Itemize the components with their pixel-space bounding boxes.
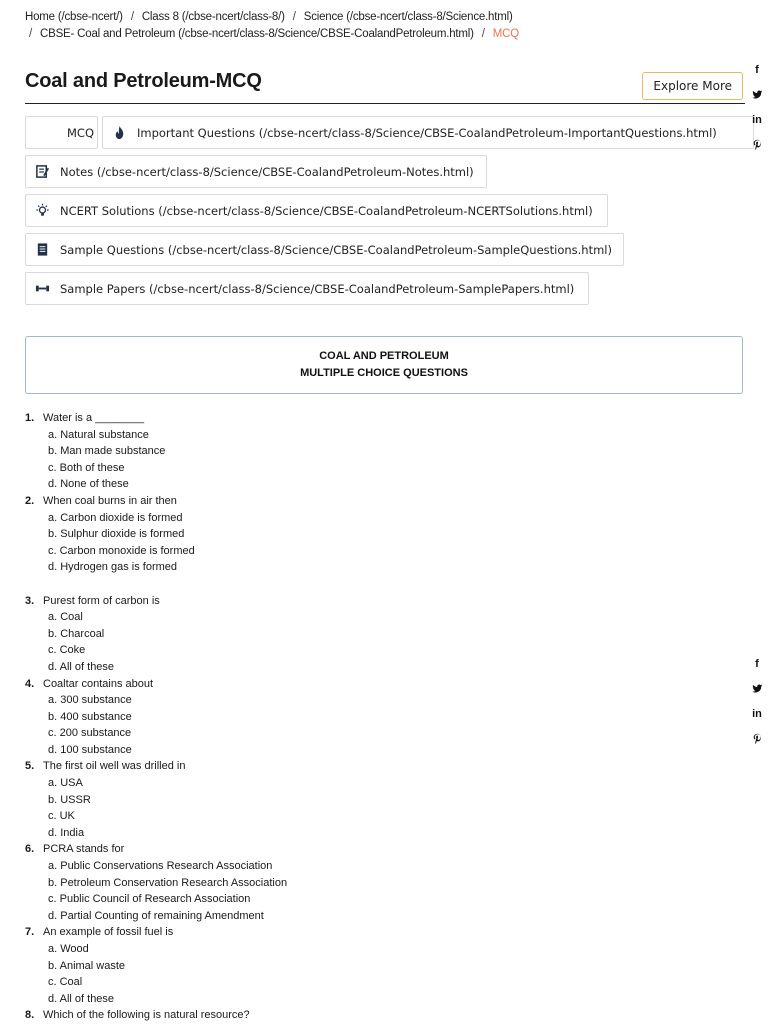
option-item: c. Carbon monoxide is formed [48,544,195,557]
option-item: c. UK [48,810,75,823]
option-item: b. Sulphur dioxide is formed [48,528,185,541]
lightbulb-icon [33,202,51,220]
option-item: c. 200 substance [48,727,132,740]
option-item: d. All of these [48,660,115,673]
option-list [25,427,743,493]
spacer [25,576,743,593]
breadcrumb-class-8[interactable]: Class 8 (/cbse-ncert/class-8/) [141,11,285,23]
option-item: a. 300 substance [48,694,132,707]
option-item: d. India [48,826,85,839]
title-row [25,68,745,104]
option-item: a. Carbon dioxide is formed [48,511,183,524]
tab-label: MCQ [67,125,95,140]
tab-notes[interactable] [25,155,487,188]
question-item [25,593,743,676]
question-number: 3. [25,594,35,607]
question-number: 7. [25,926,35,939]
blank-icon [40,124,58,142]
twitter-icon[interactable] [752,82,763,107]
option-item: b. Animal waste [48,959,126,972]
tab-label: Important Questions (/cbse-ncert/class-8/Science/CBSE-CoalandPetroleum-ImportantQuestions.html) [137,125,717,140]
option-item: d. Hydrogen gas is formed [48,561,178,574]
breadcrumb-science[interactable]: Science (/cbse-ncert/class-8/Science.html) [303,11,513,23]
option-item: d. 100 substance [48,743,132,756]
tab-label: Notes (/cbse-ncert/class-8/Science/CBSE-CoalandPetroleum-Notes.html) [60,164,474,179]
option-item: a. Coal [48,611,83,624]
option-list [25,858,743,924]
tab-ncert-solutions[interactable] [25,194,608,227]
question-number: 2. [25,494,35,507]
option-list [25,775,743,841]
tab-important-questions[interactable] [102,116,754,149]
question-text: Water is a ________ [43,412,145,424]
mcq-header-box [25,336,743,394]
question-item [25,841,743,924]
tab-label: Sample Papers (/cbse-ncert/class-8/Science/CBSE-CoalandPetroleum-SamplePapers.html) [60,281,575,296]
question-number: 1. [25,412,35,424]
breadcrumb-separator: / [292,11,296,23]
question-text: The first oil well was drilled in [43,760,186,773]
question-text: When coal burns in air then [43,494,177,507]
breadcrumb-current: MCQ [492,27,519,40]
facebook-icon[interactable]: f [755,63,759,76]
option-item: b. Petroleum Conservation Research Association [48,876,288,889]
linkedin-icon[interactable]: in [752,113,762,126]
pinterest-icon[interactable] [752,132,763,157]
option-item: d. Partial Counting of remaining Amendment [48,909,264,922]
question-number: 8. [25,1009,35,1022]
tab-mcq[interactable] [25,116,98,149]
pinterest-icon[interactable] [752,726,763,751]
question-text: An example of fossil fuel is [43,926,174,939]
facebook-icon[interactable]: f [755,657,759,670]
option-list [25,510,743,576]
option-item: d. None of these [48,478,129,491]
explore-more-button[interactable]: Explore More [642,72,743,100]
option-item: b. Man made substance [48,445,166,458]
social-share-top [746,57,768,157]
question-list [25,410,743,1024]
option-item: c. Public Council of Research Association [48,893,251,906]
header-subtitle: MULTIPLE CHOICE QUESTIONS [300,367,468,379]
tab-sample-papers[interactable] [25,272,589,305]
breadcrumb-chapter[interactable]: CBSE- Coal and Petroleum (/cbse-ncert/class-8/Science/CBSE-CoalandPetroleum.html) [40,27,474,40]
tab-label: NCERT Solutions (/cbse-ncert/class-8/Science/CBSE-CoalandPetroleum-NCERTSolutions.html) [60,203,593,218]
option-list [25,609,743,675]
option-list [25,941,743,1007]
option-list [25,692,743,758]
question-text: Coaltar contains about [43,677,154,690]
breadcrumb-home[interactable]: Home (/cbse-ncert/) [25,11,123,23]
option-item: c. Both of these [48,461,125,474]
fire-icon [110,124,128,142]
question-item [25,410,743,493]
question-item [25,493,743,593]
tab-sample-questions[interactable] [25,233,624,266]
option-item: b. Charcoal [48,627,105,640]
option-item: c. Coal [48,976,83,989]
option-item: a. Natural substance [48,428,149,441]
question-text: Purest form of carbon is [43,594,160,607]
option-item: b. USSR [48,793,91,806]
question-number: 4. [25,677,35,690]
question-number: 6. [25,843,35,856]
breadcrumb-separator: / [130,11,134,23]
question-item [25,758,743,841]
tab-label: Sample Questions (/cbse-ncert/class-8/Science/CBSE-CoalandPetroleum-SampleQuestions.html) [60,242,612,257]
header-title: COAL AND PETROLEUM [319,350,449,362]
breadcrumb-separator: / [481,27,485,40]
dumbbell-icon [33,280,51,298]
document-icon [33,241,51,259]
option-item: c. Coke [48,644,86,657]
linkedin-icon[interactable]: in [752,707,762,720]
option-item: a. Public Conservations Research Association [48,860,273,873]
option-item: a. USA [48,777,83,790]
option-item: a. Wood [48,943,89,955]
notes-icon [33,163,51,181]
question-item [25,1007,743,1024]
twitter-icon[interactable] [752,676,763,701]
option-item: d. All of these [48,992,115,1005]
option-item: b. 400 substance [48,710,132,723]
question-text: PCRA stands for [43,843,125,856]
breadcrumb [25,9,743,42]
question-item [25,676,743,759]
question-number: 5. [25,760,35,773]
question-text: Which of the following is natural resource? [43,1009,250,1022]
social-share-middle [746,651,768,751]
page-title: Coal and Petroleum-MCQ [25,70,262,92]
question-item [25,924,743,1007]
breadcrumb-separator: / [29,27,32,40]
